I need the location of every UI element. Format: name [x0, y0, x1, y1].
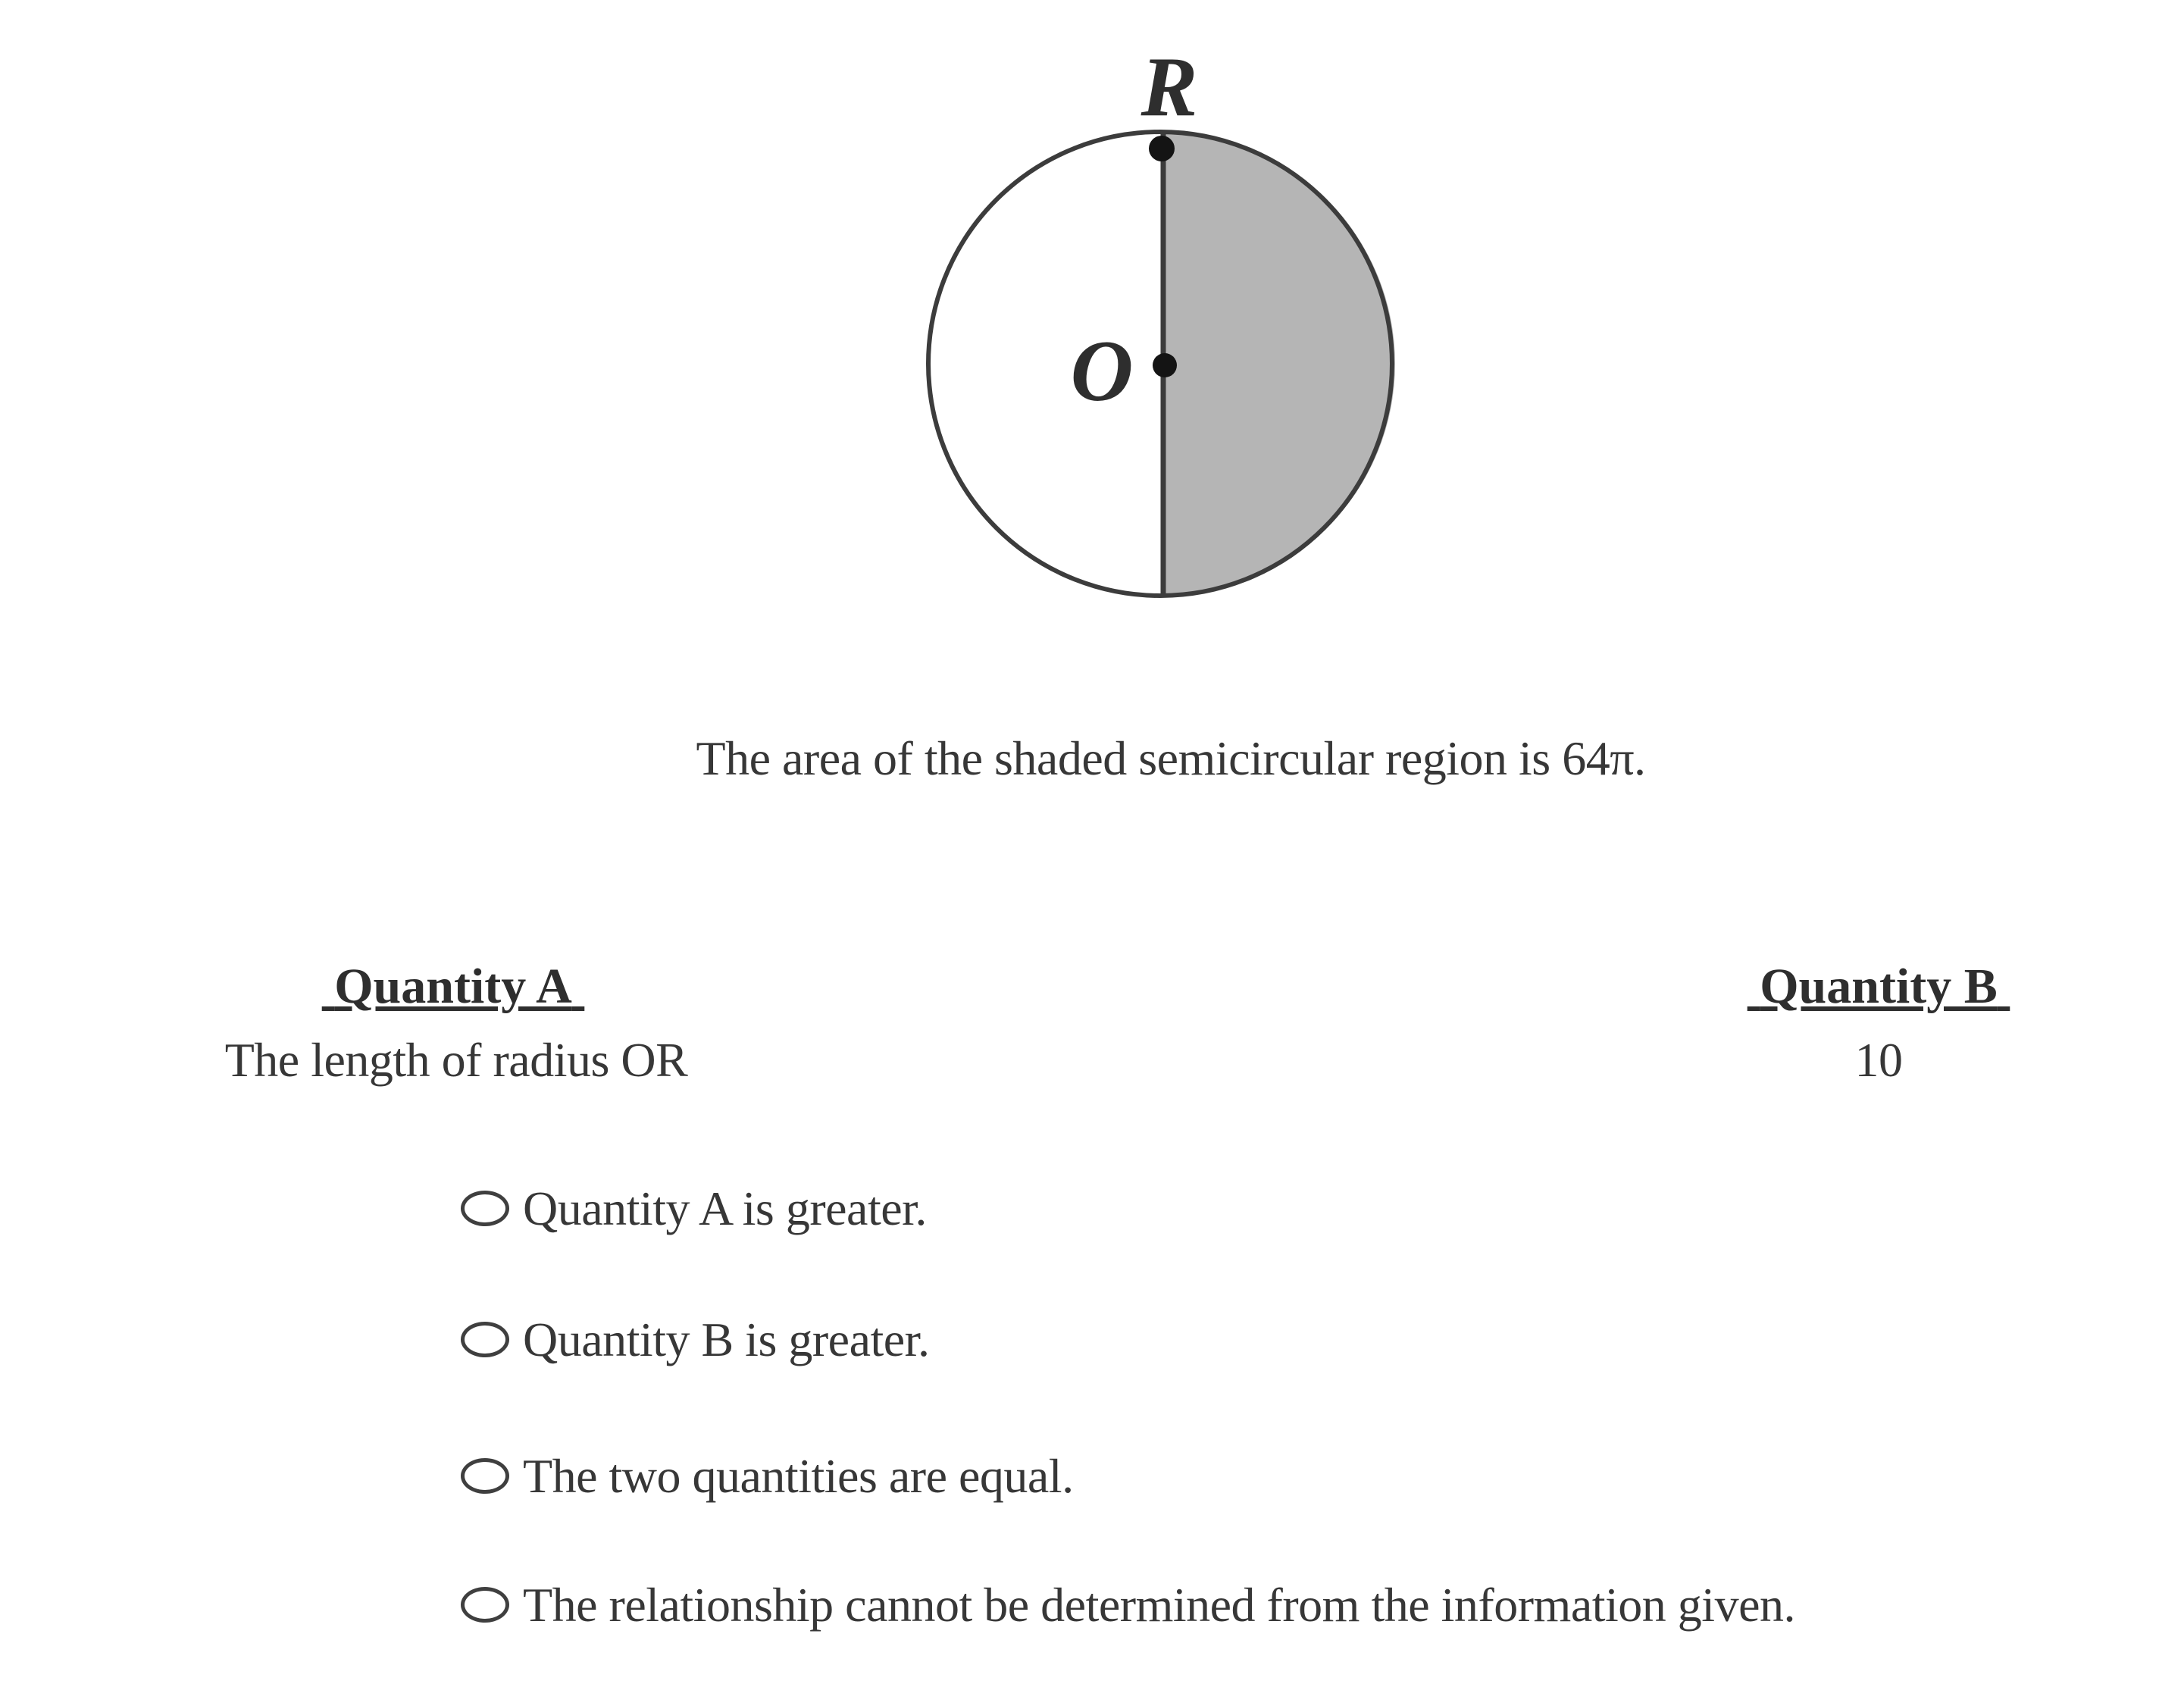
quantity-b-header [1727, 959, 2030, 1015]
radio-option-4[interactable] [461, 1587, 509, 1623]
option-row-1[interactable] [461, 1181, 927, 1237]
radio-option-3[interactable] [461, 1458, 509, 1494]
option-4-label[interactable]: The relationship cannot be determined from the information given. [523, 1578, 1795, 1632]
figure-caption: The area of the shaded semicircular region is 64π. [696, 731, 1646, 785]
option-row-2[interactable] [461, 1312, 929, 1368]
point-r-dot [1149, 136, 1175, 161]
circle-diagram [871, 23, 1455, 621]
option-1-label[interactable]: Quantity A is greater. [523, 1182, 927, 1235]
point-r-label: R [1140, 40, 1198, 134]
quantity-b-value: 10 [1854, 1033, 1903, 1087]
shaded-semicircle-region [1163, 132, 1395, 596]
point-o-dot [1153, 353, 1177, 377]
radio-option-2[interactable] [461, 1322, 509, 1357]
option-3-label[interactable]: The two quantities are equal. [523, 1449, 1074, 1503]
quantity-b-header-text: Quantity B [1760, 959, 1998, 1014]
point-o-label: O [1070, 323, 1134, 419]
radio-option-1[interactable] [461, 1191, 509, 1226]
option-row-3[interactable] [461, 1448, 1074, 1504]
quantity-a-header-text: Quantity A [334, 959, 572, 1014]
option-2-label[interactable]: Quantity B is greater. [523, 1313, 930, 1366]
quantity-a-header [302, 959, 605, 1015]
option-row-4[interactable] [461, 1577, 1795, 1633]
quantity-a-value: The length of radius OR [224, 1033, 688, 1087]
